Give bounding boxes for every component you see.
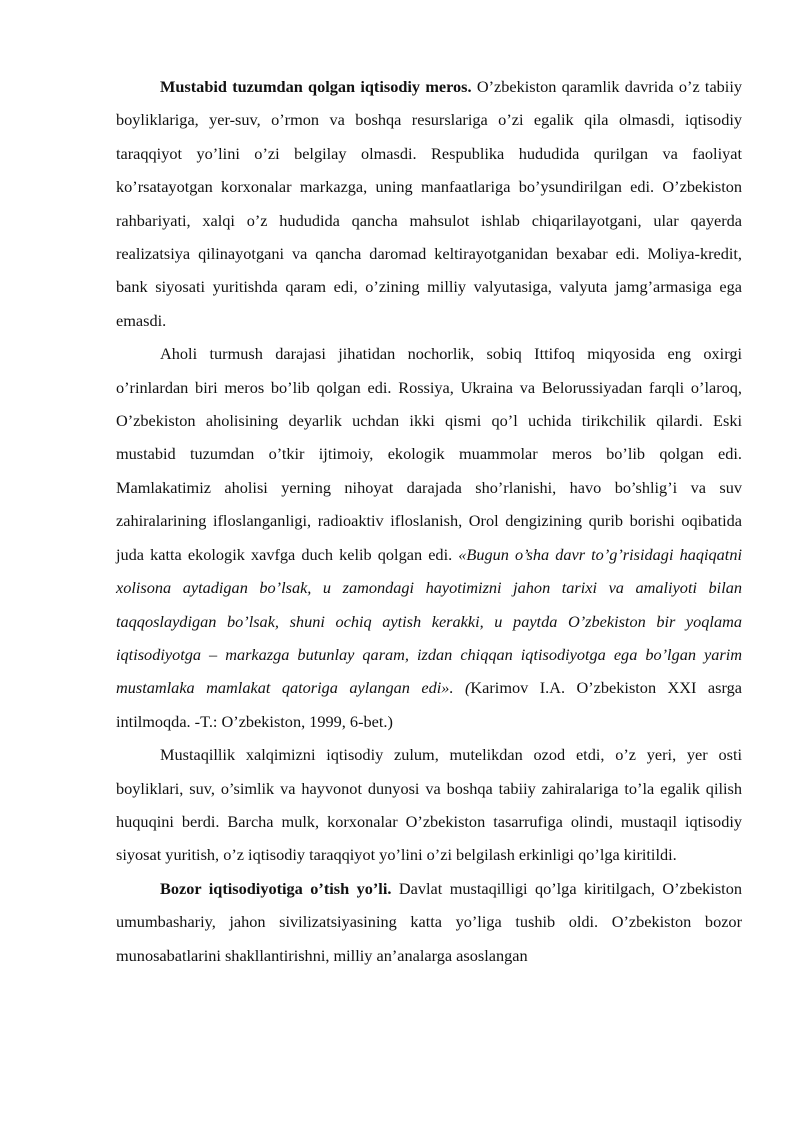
paragraph-text: Aholi turmush darajasi jihatidan nochorlik, sobiq Ittifoq miqyosida eng oxirgi o’rinlardan biri meros bo’lib qolgan edi. Rossiya, Ukraina va Belorussiyadan farqli o’laroq, O’zbekiston aholisining deyarlik uchdan ikki qismi qo’l uchida tirikchilik qilardi. Eski mustabid tuzumdan o’tkir ijtimoiy, ekologik muammolar meros bo’lib qolgan edi. Mamlakatimiz aholisi yerning nihoyat darajada sho’rlanishi, havo bo’shlig’i va suv zahiralarining ifloslanganligi, radioaktiv ifloslanish, Orol dengizining qurib borishi oqibatida juda katta ekologik xavfga duch kelib qolgan edi. <box>116 344 742 564</box>
quote-citation: Karimov I.A. O’zbekiston XXI asrga intilmoqda. -T.: O’zbekiston, 1999, 6-bet.) <box>116 678 742 731</box>
document-page <box>116 70 742 972</box>
paragraph-living-standards <box>116 337 742 738</box>
paragraph-text: Davlat mustaqilligi qo’lga kiritilgach, O’zbekiston umumbashariy, jahon sivilizatsiyasining katta yo’liga tushib oldi. O’zbekiston bozor munosabatlarini shakllantirishni, milliy an’analarga asoslangan <box>116 878 742 965</box>
section-heading-market-economy: Bozor iqtisodiyotiga o’tish yo’li. <box>160 878 392 898</box>
karimov-quote: «Bugun o’sha davr to’g’risidagi haqiqatni xolisona aytadigan bo’lsak, u zamondagi hayotimizni jahon tarixi va amaliyoti bilan taqqoslaydigan bo’lsak, shuni ochiq aytish kerakki, u paytda O’zbekiston bir yoqlama iqtisodiyotga – markazga butunlay qaram, izdan chiqqan iqtisodiyotga ega bo’lgan yarim mustamlaka mamlakat qatoriga aylangan edi». ( <box>116 544 742 698</box>
paragraph-market-economy <box>116 872 742 972</box>
paragraph-economic-heritage <box>116 70 742 337</box>
paragraph-text: Mustaqillik xalqimizni iqtisodiy zulum, mutelikdan ozod etdi, o’z yeri, yer osti boyliklari, suv, o’simlik va hayvonot dunyosi va boshqa tabiiy zahiralariga to’la egalik qilish huquqini berdi. Barcha mulk, korxonalar O’zbekiston tasarrufiga olindi, mustaqil iqtisodiy siyosat yuritish, o’z iqtisodiy taraqqiyot yo’lini o’zi belgilash erkinligi qo’lga kiritildi. <box>116 745 742 865</box>
section-heading-economic-heritage: Mustabid tuzumdan qolgan iqtisodiy meros. <box>160 77 472 96</box>
paragraph-text: O’zbekiston qaramlik davrida o’z tabiiy boyliklariga, yer-suv, o’rmon va boshqa resurslariga o’zi egalik qila olmasdi, iqtisodiy taraqqiyot yo’lini o’zi belgilay olmasdi. Respublika hududida qurilgan va faoliyat ko’rsatayotgan korxonalar markazga, uning manfaatlariga bo’ysundirilgan edi. O’zbekiston rahbariyati, xalqi o’z hududida qancha mahsulot ishlab chiqarilayotgani, ular qayerda realizatsiya qilinayotgani va qancha daromad keltirayotganidan bexabar edi. Moliya-kredit, bank siyosati yuritishda qaram edi, o’zining milliy valyutasiga, valyuta jamg’armasiga ega emasdi. <box>116 77 742 330</box>
paragraph-independence <box>116 738 742 872</box>
